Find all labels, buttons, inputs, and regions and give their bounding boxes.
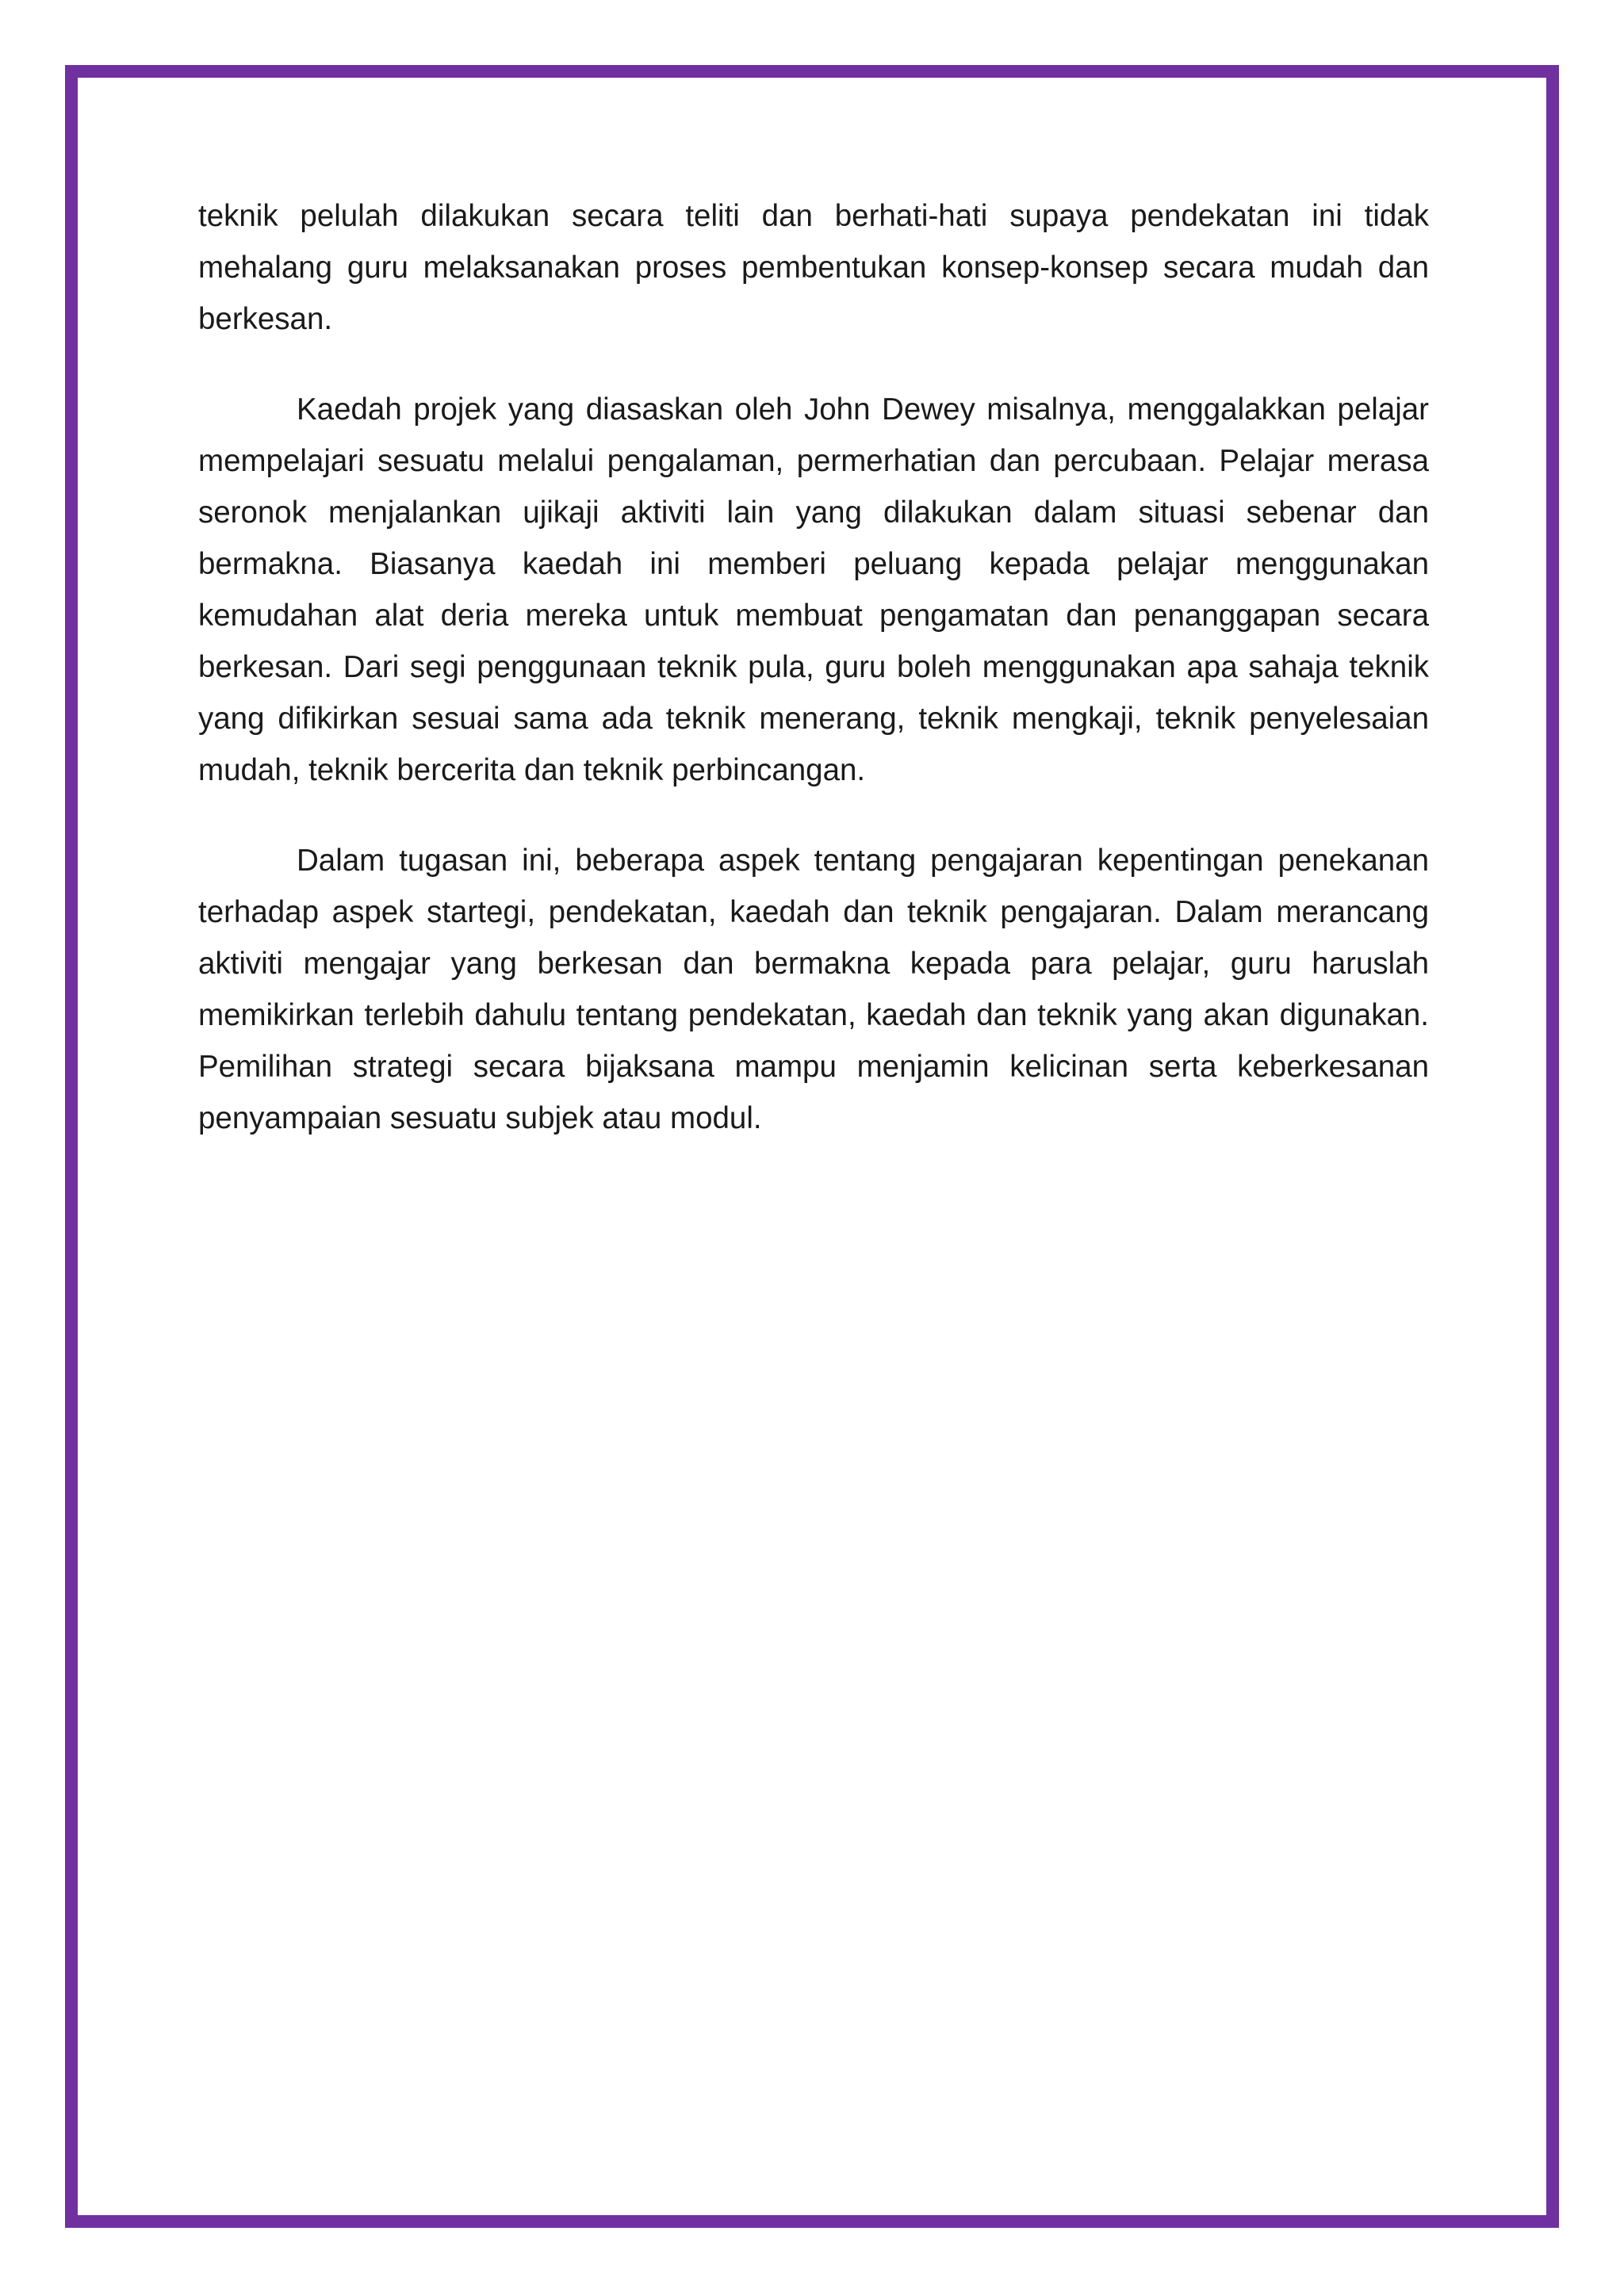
paragraph-dalam-tugasan: Dalam tugasan ini, beberapa aspek tentang pengajaran kepentingan penekanan terhadap aspek startegi, pendekatan, kaedah dan teknik pengajaran. Dalam merancang aktiviti mengajar yang berkesan dan bermakna kepada para pelajar, guru haruslah memikirkan terlebih dahulu tentang pendekatan, kaedah dan teknik yang akan digunakan. Pemilihan strategi secara bijaksana mampu menjamin kelicinan serta keberkesanan penyampaian sesuatu subjek atau modul. bbox=[198, 844, 1429, 1135]
paragraph-kaedah-projek: Kaedah projek yang diasaskan oleh John Dewey misalnya, menggalakkan pelajar mempelajari sesuatu melalui pengalaman, permerhatian dan percubaan. Pelajar merasa seronok menjalankan ujikaji aktiviti lain yang dilakukan dalam situasi sebenar dan bermakna. Biasanya kaedah ini memberi peluang kepada pelajar menggunakan kemudahan alat deria mereka untuk membuat pengamatan dan penanggapan secara berkesan. Dari segi penggunaan teknik pula, guru boleh menggunakan apa sahaja teknik yang difikirkan sesuai sama ada teknik menerang, teknik mengkaji, teknik penyelesaian mudah, teknik bercerita dan teknik perbincangan. bbox=[198, 392, 1429, 787]
paragraph-continuation: teknik pelulah dilakukan secara teliti dan berhati-hati supaya pendekatan ini tidak mehalang guru melaksanakan proses pembentukan konsep-konsep secara mudah dan berkesan. bbox=[198, 199, 1429, 336]
document-body bbox=[198, 190, 1429, 1183]
